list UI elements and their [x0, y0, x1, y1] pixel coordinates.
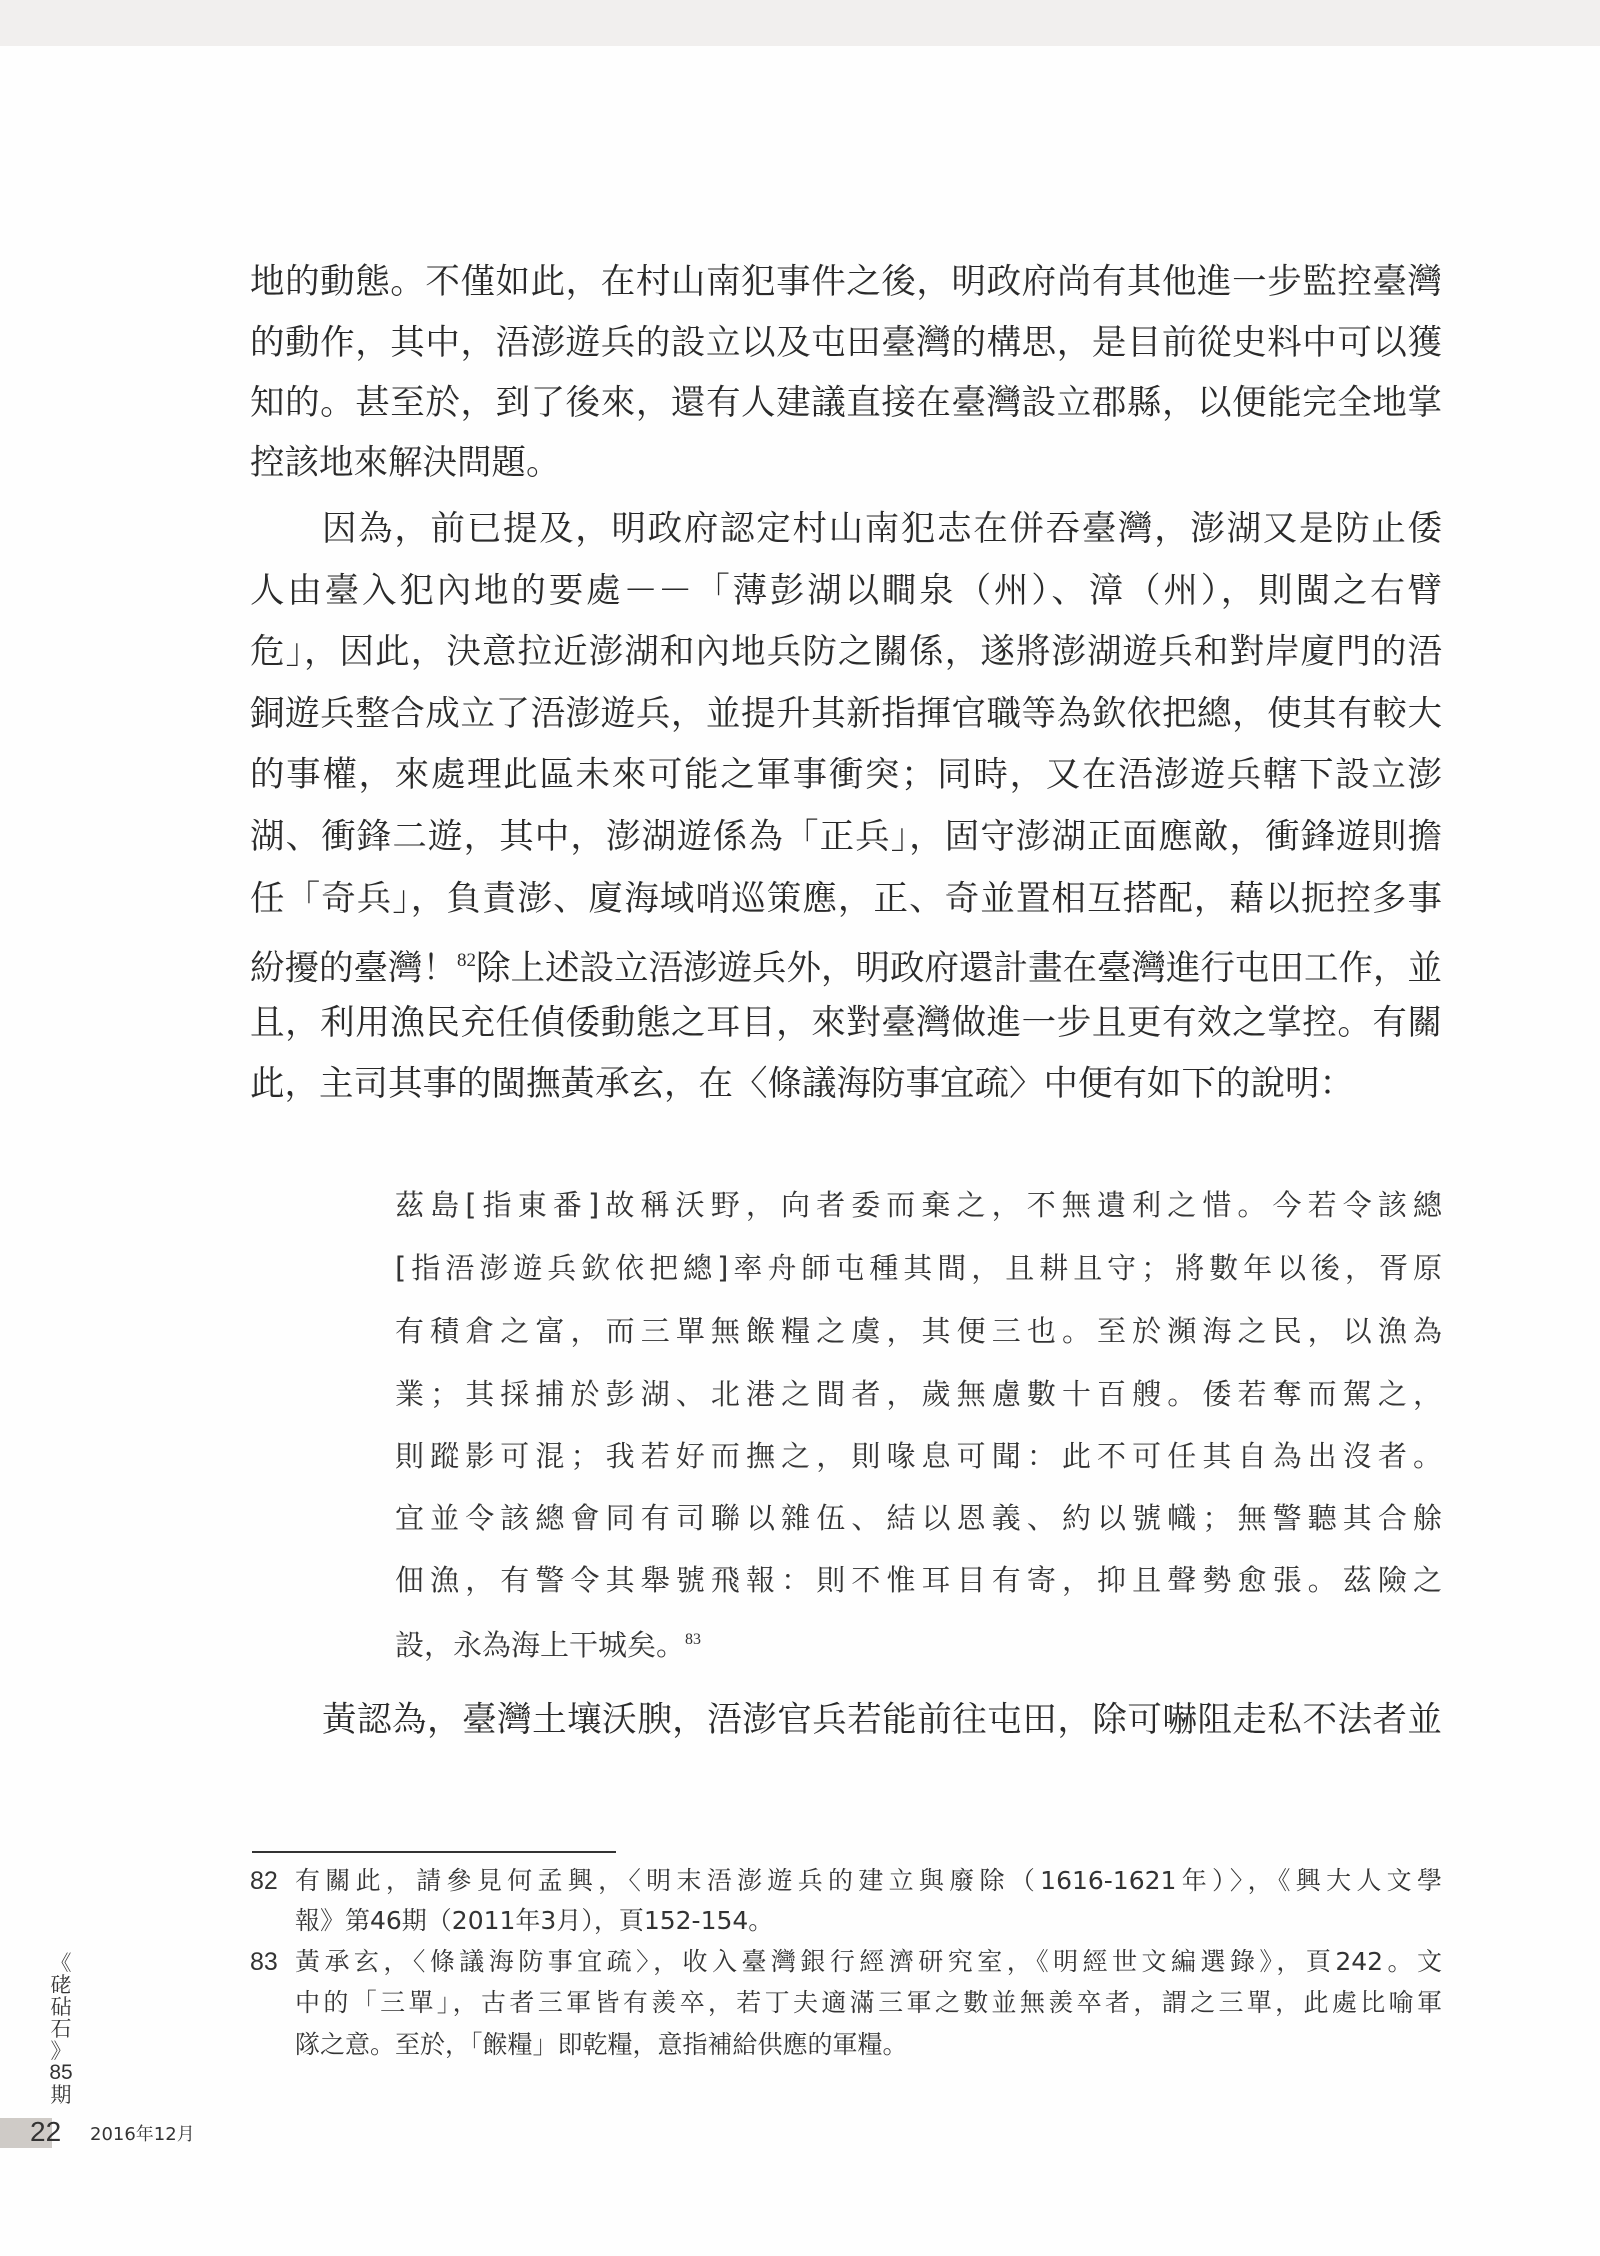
- journal-char: 》: [50, 2039, 72, 2063]
- quote-line: [395, 1622, 1442, 1663]
- footnote-line: 報》第46期（2011年3月），頁152-154。: [295, 1906, 774, 1935]
- body-line: 控該地來解決問題。: [250, 443, 561, 483]
- page-number: 22: [30, 2116, 62, 2147]
- quote-line: [指浯澎遊兵欽依把總]率舟師屯種其間，且耕且守；將數年以後，胥原: [395, 1251, 1442, 1285]
- journal-title-vertical: [46, 1952, 76, 2106]
- journal-char: 《: [50, 1951, 72, 1975]
- body-text: 除上述設立浯澎遊兵外，明政府還計畫在臺灣進行屯田工作，並: [475, 948, 1442, 989]
- journal-char: 硓: [50, 1973, 72, 1997]
- body-line: 的動作，其中，浯澎遊兵的設立以及屯田臺灣的構思，是目前從史料中可以獲: [250, 323, 1442, 363]
- footnote-divider: [252, 1851, 616, 1853]
- body-line: 銅遊兵整合成立了浯澎遊兵，並提升其新指揮官職等為欽依把總，使其有較大: [250, 694, 1442, 734]
- body-line: 的事權，來處理此區未來可能之軍事衝突；同時，又在浯澎遊兵轄下設立澎: [250, 755, 1442, 795]
- journal-char: 期: [50, 2083, 72, 2107]
- body-line: 黃認為，臺灣土壤沃腴，浯澎官兵若能前往屯田，除可嚇阻走私不法者並: [322, 1700, 1442, 1740]
- footnote-number: 83: [250, 1948, 278, 1976]
- footnote-line: 隊之意。至於，「餱糧」即乾糧，意指補給供應的軍糧。: [295, 2030, 908, 2059]
- footnote-line: 中的「三單」，古者三軍皆有羨卒，若丁夫適滿三軍之數並無羨卒者，謂之三單，此處比喻軍: [295, 1988, 1442, 2017]
- body-line: 地的動態。不僅如此，在村山南犯事件之後，明政府尚有其他進一步監控臺灣: [250, 262, 1442, 302]
- journal-char: 砧: [50, 1995, 72, 2019]
- body-line: 危」，因此，決意拉近澎湖和內地兵防之關係，遂將澎湖遊兵和對岸廈門的浯: [250, 632, 1442, 672]
- quote-line: 則蹤影可混；我若好而撫之，則喙息可聞：此不可任其自為出沒者。: [395, 1439, 1442, 1473]
- journal-char: 85: [49, 2061, 73, 2084]
- footnote-line: 有關此，請參見何孟興，〈明末浯澎遊兵的建立與廢除（1616-1621年）〉，《興大人文學: [295, 1866, 1442, 1895]
- quote-line: 茲島[指東番]故稱沃野，向者委而棄之，不無遺利之惜。今若令該總: [395, 1188, 1442, 1222]
- body-line: [250, 941, 1442, 988]
- body-line: 知的。甚至於，到了後來，還有人建議直接在臺灣設立郡縣，以便能完全地掌: [250, 383, 1442, 423]
- body-line: 人由臺入犯內地的要處－－「薄彭湖以瞷泉（州）、漳（州），則閩之右臂: [250, 571, 1442, 611]
- footnote-ref-82[interactable]: 82: [457, 950, 476, 971]
- footnote-number: 82: [250, 1867, 278, 1895]
- body-line: 任「奇兵」，負責澎、廈海域哨巡策應，正、奇並置相互搭配，藉以扼控多事: [250, 879, 1442, 919]
- footnote-line: 黃承玄，〈條議海防事宜疏〉，收入臺灣銀行經濟研究室，《明經世文編選錄》，頁242。文: [295, 1947, 1442, 1976]
- issue-date: 2016年12月: [90, 2124, 195, 2145]
- quote-line: 佃漁，有警令其舉號飛報：則不惟耳目有寄，抑且聲勢愈張。茲險之: [395, 1563, 1442, 1597]
- quote-line: 業；其採捕於彭湖、北港之間者，歲無慮數十百艘。倭若奪而駕之，: [395, 1377, 1442, 1411]
- body-line: 因為，前已提及，明政府認定村山南犯志在併吞臺灣，澎湖又是防止倭: [322, 509, 1442, 549]
- body-line: 此，主司其事的閩撫黃承玄，在〈條議海防事宜疏〉中便有如下的說明：: [250, 1064, 1354, 1104]
- footnote-ref-83[interactable]: 83: [685, 1631, 701, 1648]
- body-line: 且，利用漁民充任偵倭動態之耳目，來對臺灣做進一步且更有效之掌控。有關: [250, 1003, 1442, 1043]
- quote-line: 宜並令該總會同有司聯以雜伍、結以恩義、約以號幟；無警聽其合艅: [395, 1501, 1442, 1535]
- quote-line: 有積倉之富，而三單無餱糧之虞，其便三也。至於瀕海之民，以漁為: [395, 1314, 1442, 1348]
- scan-top-band: [0, 0, 1600, 46]
- journal-char: 石: [50, 2017, 72, 2041]
- body-text: 紛擾的臺灣！: [250, 948, 457, 989]
- body-line: 湖、衝鋒二遊，其中，澎湖遊係為「正兵」，固守澎湖正面應敵，衝鋒遊則擔: [250, 817, 1442, 857]
- quote-text: 設，永為海上干城矣。: [395, 1628, 686, 1663]
